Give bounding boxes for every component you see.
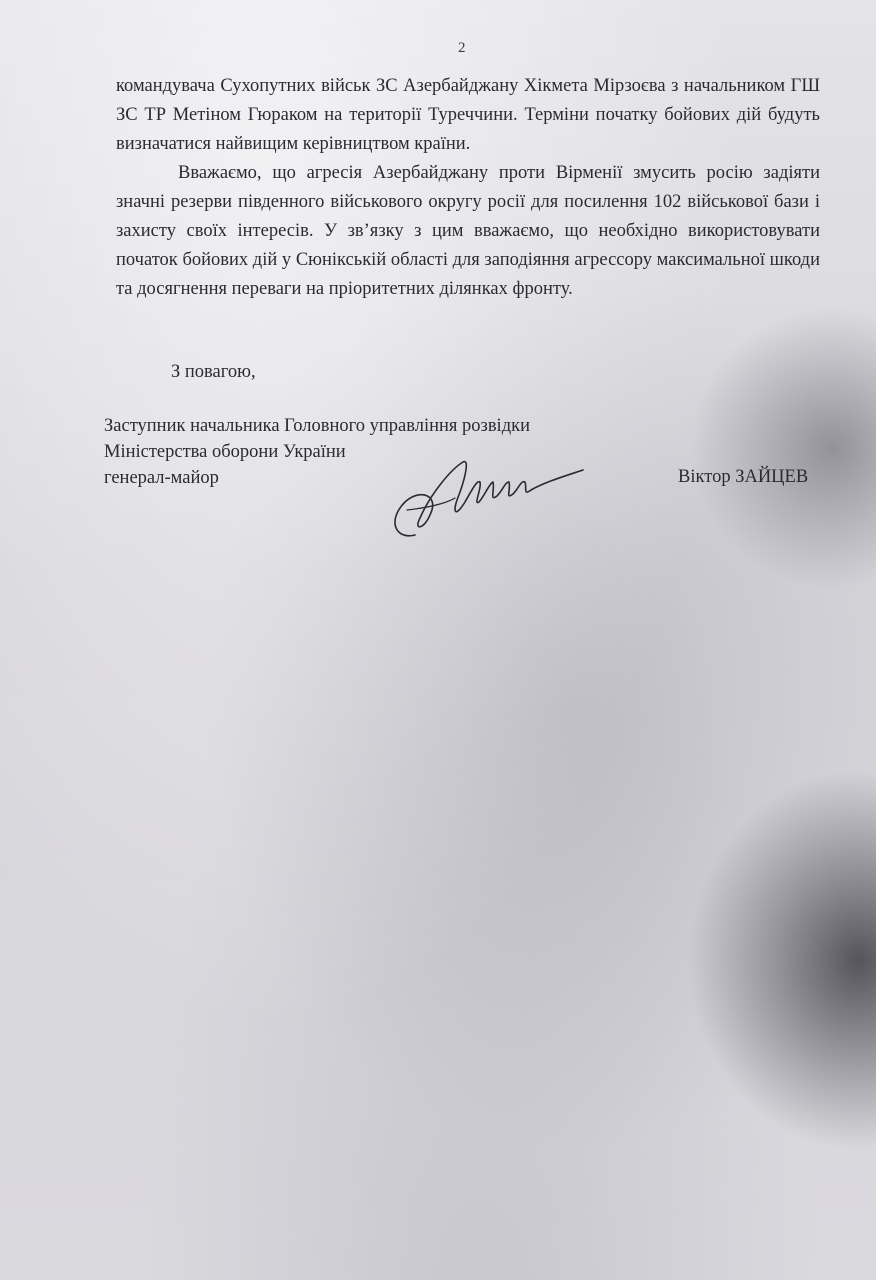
closing-greeting: З повагою, xyxy=(171,362,256,382)
paragraph-continuation: командувача Сухопутних військ ЗС Азербайджану Хікмета Мірзоєва з начальником ГШ ЗС ТР Метіном Гюраком на території Туреччини. Терміни початку бойових дій будуть визначатися найвищим керівництвом країни. xyxy=(116,76,820,154)
handwritten-signature xyxy=(385,440,595,560)
signatory-position-line2: Міністерства оборони України xyxy=(104,442,346,462)
page-number: 2 xyxy=(458,40,466,56)
document-body xyxy=(116,72,820,304)
signatory-position-line1: Заступник начальника Головного управління розвідки xyxy=(104,416,530,436)
signatory-name: Віктор ЗАЙЦЕВ xyxy=(678,467,809,487)
signatory-rank: генерал-майор xyxy=(104,468,219,488)
paragraph-assessment: Вважаємо, що агресія Азербайджану проти Вірменії змусить росію задіяти значні резерви південного військового округу росії для посилення 102 військової бази і захисту своїх інтересів. У зв’язку з цим вважаємо, що необхідно використовувати початок бойових дій у Сюнікській області для заподіяння агрессору максимальної шкоди та досягнення переваги на пріоритетних ділянках фронту. xyxy=(116,163,820,299)
